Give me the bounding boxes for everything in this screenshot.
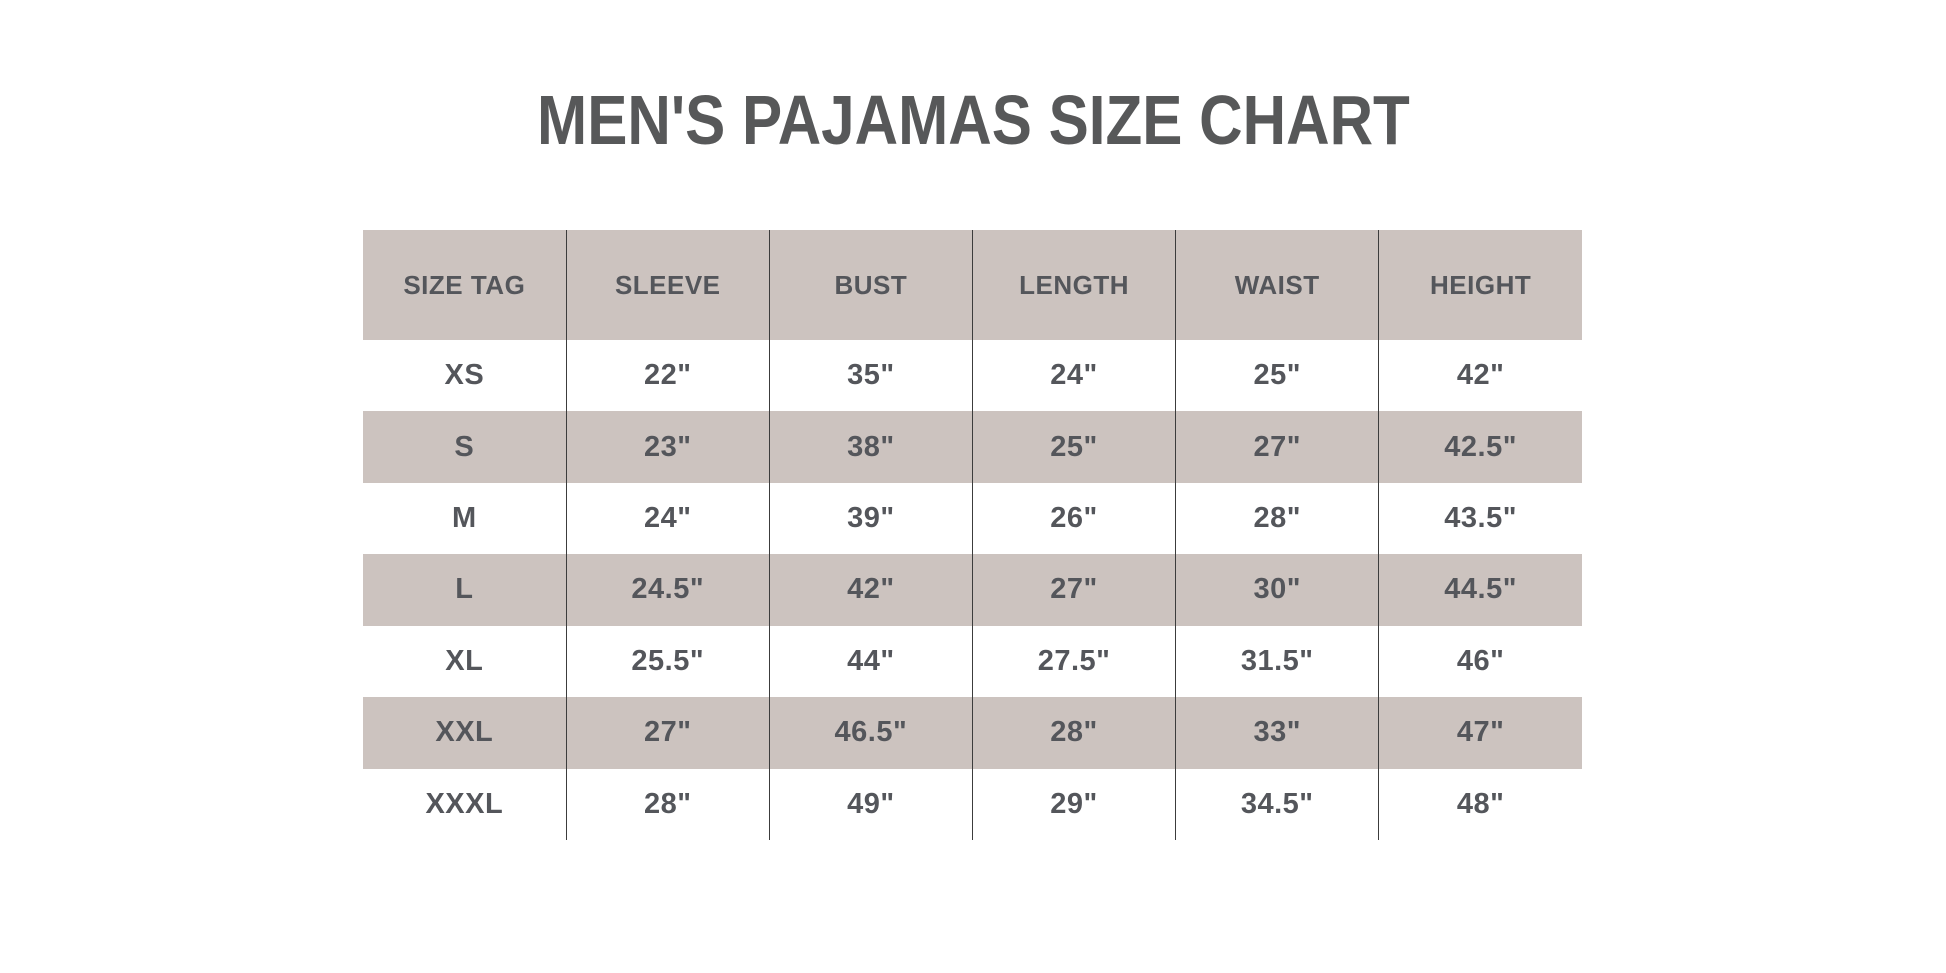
table-cell: 49" [769,769,972,840]
table-cell: 38" [769,411,972,482]
table-cell: 34.5" [1176,769,1379,840]
column-header-sleeve: SLEEVE [566,230,769,340]
size-label: M [363,483,566,554]
table-cell: 25" [972,411,1175,482]
table-row-xs [363,340,1582,411]
table-cell: 22" [566,340,769,411]
table-cell: 35" [769,340,972,411]
table-cell: 44.5" [1444,573,1517,606]
size-label: XXL [363,697,566,768]
column-header-height: HEIGHT [1430,269,1532,300]
table-cell: 30" [1176,554,1379,625]
size-label: XL [363,626,566,697]
table-cell: 24" [566,483,769,554]
table-cell: 24.5" [566,554,769,625]
table-row-l [363,554,1582,625]
column-header-waist: WAIST [1176,230,1379,340]
table-cell: 24" [972,340,1175,411]
table-cell: 28" [566,769,769,840]
size-chart-table-container [363,230,1582,840]
table-cell: 42" [1456,359,1505,392]
table-cell: 28" [1176,483,1379,554]
size-label: XS [363,340,566,411]
table-cell: 43.5" [1444,502,1517,535]
table-cell: 29" [972,769,1175,840]
table-cell: 27" [1176,411,1379,482]
table-cell: 46" [1456,644,1505,677]
table-row-xxxl [363,769,1582,840]
size-chart-table [363,230,1582,840]
table-cell: 47" [1456,716,1505,749]
page-title-text: MEN'S PAJAMAS SIZE CHART [536,81,1410,159]
table-cell: 42.5" [1444,430,1517,463]
column-header-bust: BUST [769,230,972,340]
size-label: S [363,411,566,482]
table-cell: 25" [1176,340,1379,411]
table-cell: 46.5" [769,697,972,768]
table-cell: 27" [972,554,1175,625]
column-header-length: LENGTH [972,230,1175,340]
table-header [363,230,1582,340]
table-cell: 27.5" [972,626,1175,697]
size-label: XXXL [363,769,566,840]
size-label: L [363,554,566,625]
table-row-xxl [363,697,1582,768]
table-cell: 25.5" [566,626,769,697]
table-cell: 39" [769,483,972,554]
table-row-xl [363,626,1582,697]
table-cell: 27" [566,697,769,768]
page-title [0,81,1946,159]
table-cell: 23" [566,411,769,482]
table-cell: 33" [1176,697,1379,768]
table-row-m [363,483,1582,554]
table-cell: 42" [769,554,972,625]
table-cell: 31.5" [1176,626,1379,697]
header-row [363,230,1582,340]
table-cell: 44" [769,626,972,697]
table-row-s [363,411,1582,482]
column-header-size-tag: SIZE TAG [363,230,566,340]
table-cell: 26" [972,483,1175,554]
table-cell: 48" [1456,787,1505,820]
table-cell: 28" [972,697,1175,768]
table-body [363,340,1582,840]
